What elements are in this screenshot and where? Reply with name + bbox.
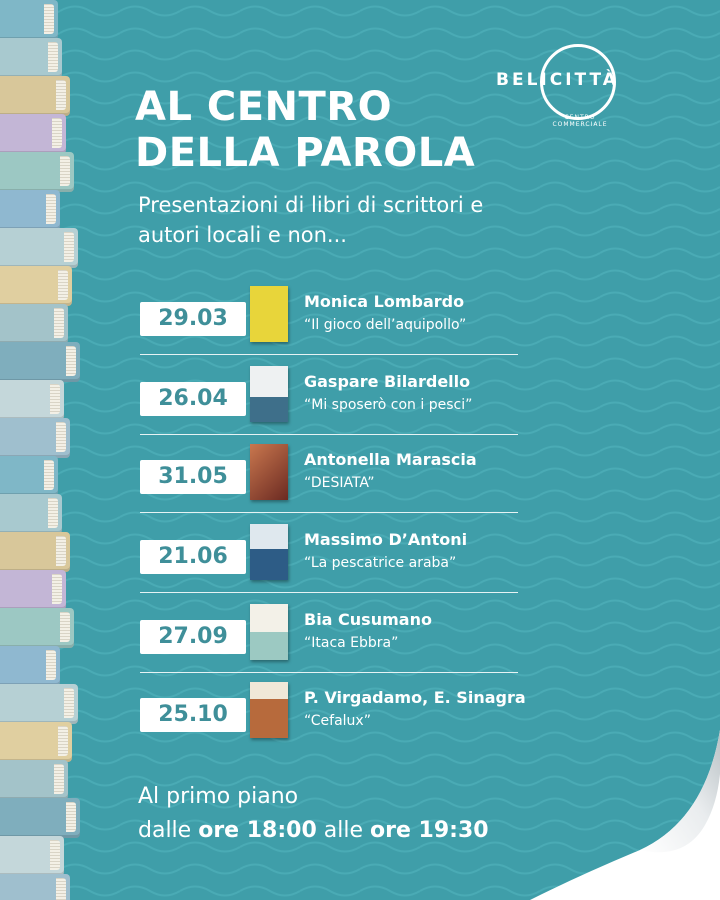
book-cover-image (250, 444, 288, 500)
event-book-title: “La pescatrice araba” (304, 555, 457, 571)
event-author: Gaspare Bilardello (304, 372, 471, 391)
event-book-title: “Mi sposerò con i pesci” (304, 397, 473, 413)
event-author: Monica Lombardo (304, 292, 465, 311)
divider (140, 434, 518, 435)
book-spine (0, 456, 58, 496)
event-date: 27.09 (140, 620, 246, 654)
book-spine (0, 304, 68, 344)
event-date: 29.03 (140, 302, 246, 336)
subtitle-line-2: autori locali e non... (138, 223, 347, 247)
book-spine (0, 532, 70, 572)
book-spine (0, 114, 66, 154)
book-spine (0, 646, 60, 686)
divider (140, 672, 518, 673)
book-spine (0, 874, 70, 900)
page-title (135, 84, 515, 176)
event-date: 26.04 (140, 382, 246, 416)
event-item (140, 366, 520, 438)
book-cover-image (250, 366, 288, 422)
divider (140, 512, 518, 513)
title-line-1: AL CENTRO (135, 84, 393, 130)
subtitle (138, 190, 618, 250)
book-spine (0, 684, 78, 724)
event-book-title: “Il gioco dell’aquipollo” (304, 317, 467, 333)
event-item (140, 604, 520, 676)
footer-start-time: ore 18:00 (198, 818, 317, 843)
event-item (140, 682, 526, 754)
footer-mid: alle (316, 818, 371, 843)
book-spine (0, 798, 80, 838)
book-spine (0, 608, 74, 648)
book-spine (0, 760, 68, 800)
event-date: 25.10 (140, 698, 246, 732)
book-spine (0, 418, 70, 458)
event-author: Antonella Marascia (304, 450, 477, 469)
event-item (140, 524, 520, 596)
footer-from: dalle (138, 818, 199, 843)
event-author: P. Virgadamo, E. Sinagra (304, 688, 526, 707)
book-spine (0, 494, 62, 534)
book-spine (0, 342, 80, 382)
book-cover-image (250, 524, 288, 580)
divider (140, 592, 518, 593)
footer-end-time: ore 19:30 (370, 818, 489, 843)
logo-tagline: CENTRO COMMERCIALE (552, 114, 608, 128)
event-author: Bia Cusumano (304, 610, 432, 629)
page-curl-decoration (520, 700, 720, 900)
event-book-title: “Cefalux” (304, 713, 371, 729)
event-item (140, 444, 520, 516)
book-spine (0, 228, 78, 268)
book-spine (0, 190, 60, 230)
event-author: Massimo D’Antoni (304, 530, 468, 549)
event-book-title: “DESIATA” (304, 475, 375, 491)
book-spine (0, 836, 64, 876)
event-date: 21.06 (140, 540, 246, 574)
book-spine (0, 152, 74, 192)
book-spine (0, 38, 62, 78)
event-item (140, 286, 520, 358)
footer-location: Al primo piano (138, 784, 299, 809)
book-spine (0, 570, 66, 610)
book-stack-illustration (0, 0, 100, 900)
book-cover-image (250, 682, 288, 738)
schedule-info (138, 780, 578, 848)
event-book-title: “Itaca Ebbra” (304, 635, 399, 651)
book-cover-image (250, 604, 288, 660)
logo-brand: BELICITTÀ (496, 70, 619, 90)
footer-time (138, 814, 578, 848)
book-spine (0, 722, 72, 762)
book-spine (0, 76, 70, 116)
book-spine (0, 266, 72, 306)
divider (140, 354, 518, 355)
title-line-2: DELLA PAROLA (135, 130, 476, 176)
book-spine (0, 380, 64, 420)
subtitle-line-1: Presentazioni di libri di scrittori e (138, 193, 484, 217)
book-spine (0, 0, 58, 40)
event-date: 31.05 (140, 460, 246, 494)
book-cover-image (250, 286, 288, 342)
